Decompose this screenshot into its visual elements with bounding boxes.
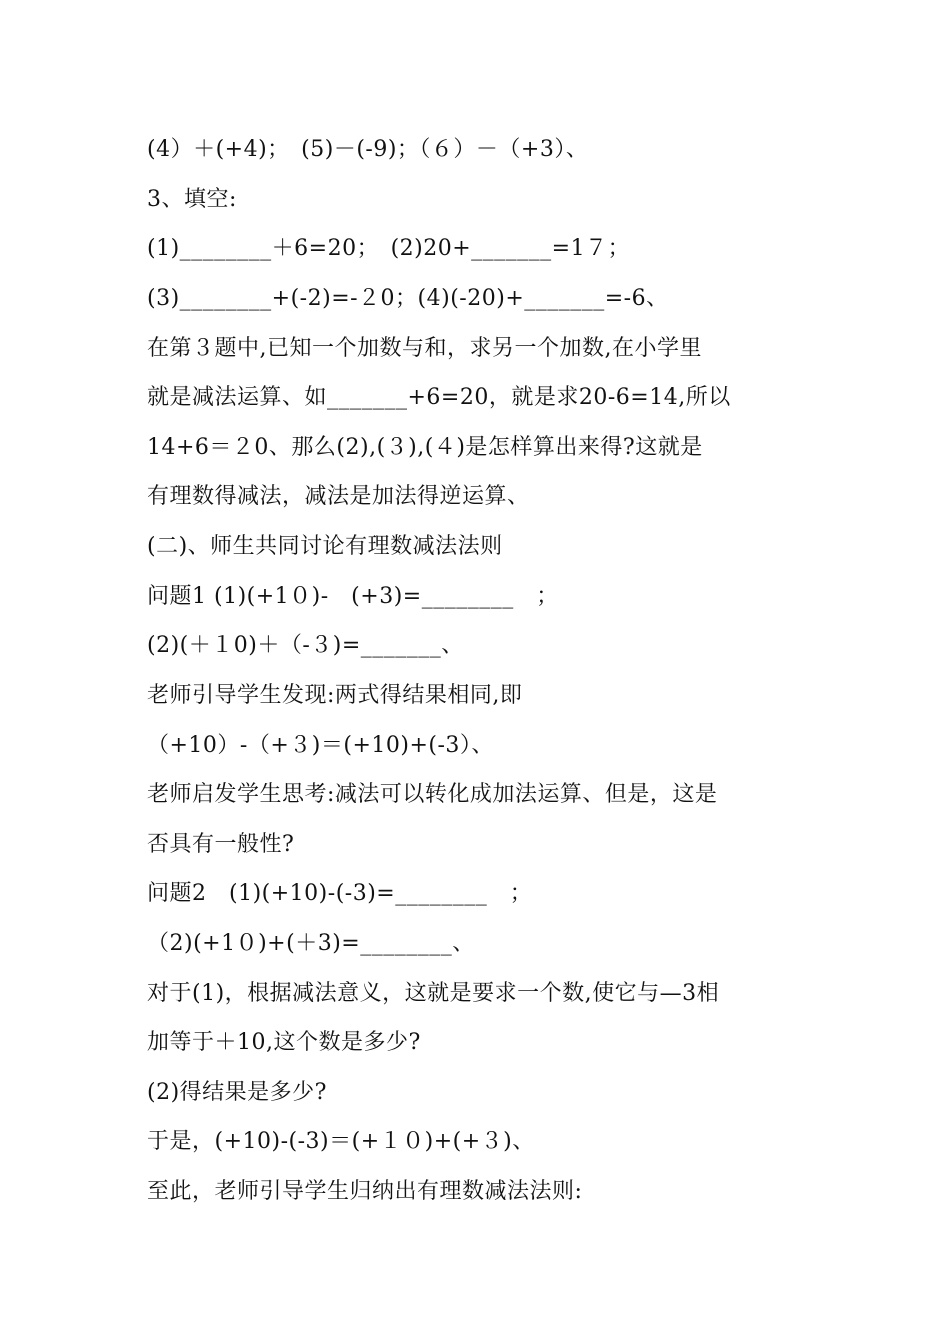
- text-line-equation-2: 于是，(+10)-(-3)＝(+１０)+(+３)、: [147, 1129, 535, 1154]
- text-line-problem-2-part-2: （2)(+1０)+(＋3)=________、: [147, 931, 475, 956]
- text-line-teacher-prompt: 老师启发学生思考:减法可以转化成加法运算、但是，这是: [147, 782, 718, 807]
- text-line-equation-1: （+10）-（+３)＝(+10)+(-3）、: [147, 733, 494, 758]
- section-heading-discussion: (二)、师生共同讨论有理数减法法则: [147, 534, 503, 559]
- text-line-paragraph-2: 就是减法运算、如_______+6=20，就是求20-6=14,所以: [147, 385, 731, 410]
- text-line-explanation-2: 加等于＋10,这个数是多少?: [147, 1030, 421, 1055]
- text-line-fill-blank-heading: 3、填空:: [147, 187, 237, 212]
- text-line-fill-blank-3-4: (3)________+(-2)=-２0；(4)(-20)+_______=-6、: [147, 286, 669, 311]
- text-line-exercise-4-6: (4）＋(+4)； (5)－(-9)；（６）－（+3）、: [147, 137, 589, 162]
- text-line-problem-2-part-1: 问题2 (1)(+10)-(-3)=________ ；: [147, 881, 533, 906]
- text-line-result-question: (2)得结果是多少?: [147, 1080, 327, 1105]
- text-line-fill-blank-1-2: (1)________＋6=20； (2)20+_______=1７；: [147, 236, 631, 261]
- text-line-problem-1-part-1: 问题1 (1)(+1０)- (+3)=________ ；: [147, 584, 559, 609]
- text-line-teacher-guide: 老师引导学生发现:两式得结果相同,即: [147, 683, 523, 708]
- text-line-problem-1-part-2: (2)(＋１0)＋（-３)=_______、: [147, 633, 464, 658]
- text-line-explanation-1: 对于(1)，根据减法意义，这就是要求一个数,使它与—3相: [147, 981, 720, 1006]
- text-line-generality-question: 否具有一般性?: [147, 832, 295, 857]
- text-line-conclusion: 至此，老师引导学生归纳出有理数减法法则:: [147, 1179, 583, 1204]
- text-line-paragraph-4: 有理数得减法，减法是加法得逆运算、: [147, 484, 530, 509]
- text-line-paragraph-3: 14+6＝２0、那么(2),(３),(４)是怎样算出来得?这就是: [147, 435, 703, 460]
- text-line-paragraph-1: 在第３题中,已知一个加数与和，求另一个加数,在小学里: [147, 336, 702, 361]
